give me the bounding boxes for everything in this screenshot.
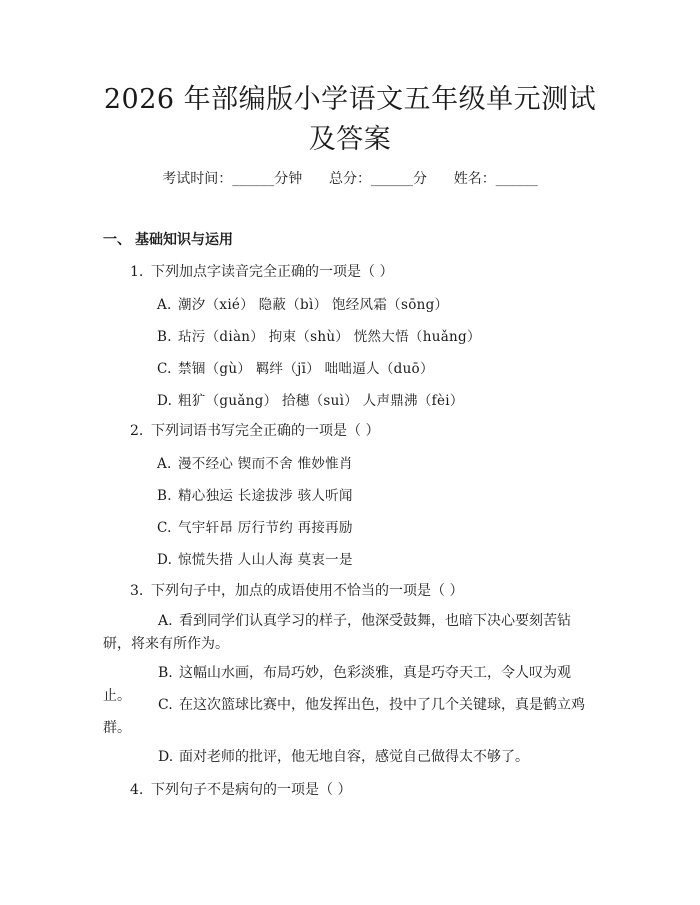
option-letter: B. (157, 488, 172, 504)
option-text: 面对老师的批评，他无地自容，感觉自己做得太不够了。 (179, 749, 529, 765)
question-number: 3. (130, 583, 144, 599)
option-letter: C. (157, 520, 172, 536)
option-text: 惊慌失措 人山人海 莫衷一是 (178, 552, 353, 568)
option-text: 潮汐（xié） 隐蔽（bì） 饱经风霜（sōng） (178, 297, 449, 313)
question-stem: 下列句子不是病句的一项是（ ） (151, 782, 352, 798)
question-1 (130, 261, 393, 281)
option-letter: B. (157, 329, 172, 345)
question-1-option-a (157, 293, 448, 313)
question-3-option-c (103, 694, 598, 740)
question-stem: 下列句子中，加点的成语使用不恰当的一项是（ ） (151, 583, 464, 599)
question-3-option-d (103, 746, 598, 769)
question-number: 4. (130, 782, 144, 798)
exam-name: 姓名：______ (453, 171, 538, 187)
question-number: 2. (130, 423, 144, 439)
option-letter: A. (157, 456, 172, 472)
option-letter: A. (157, 297, 172, 313)
question-2-option-b (157, 484, 353, 504)
option-letter: D. (157, 393, 173, 409)
question-3 (130, 580, 463, 600)
exam-total-score: 总分：______分 (329, 171, 427, 187)
question-4 (130, 779, 351, 799)
option-letter: A. (158, 613, 173, 629)
question-2 (130, 420, 379, 440)
option-letter: B. (158, 665, 173, 681)
question-2-option-d (157, 548, 353, 568)
option-text: 在这次篮球比赛中，他发挥出色，投中了几个关键球，真是鹤立鸡群。 (103, 697, 585, 736)
question-1-option-b (157, 325, 481, 345)
question-1-option-d (157, 389, 464, 409)
question-2-option-a (157, 452, 353, 472)
option-letter: C. (157, 361, 172, 377)
question-3-option-a (103, 610, 598, 656)
section-title: 基础知识与运用 (135, 232, 233, 248)
section-heading (103, 229, 233, 249)
option-text: 看到同学们认真学习的样子，他深受鼓舞，也暗下决心要刻苦钻研，将来有所作为。 (103, 613, 571, 652)
option-text: 精心独运 长途拔涉 骇人听闻 (178, 488, 353, 504)
question-stem: 下列词语书写完全正确的一项是（ ） (151, 423, 380, 439)
document-title: 2026 年部编版小学语文五年级单元测试及答案 (103, 84, 597, 155)
option-letter: D. (158, 749, 174, 765)
section-number: 一、 (103, 232, 131, 248)
question-2-option-c (157, 516, 353, 536)
question-number: 1. (130, 264, 144, 280)
option-text: 禁锢（gù） 羁绊（jī） 咄咄逼人（duō） (178, 361, 434, 377)
option-text: 这幅山水画，布局巧妙，色彩淡雅，真是巧夺天工，令人叹为观止。 (103, 665, 571, 704)
exam-time: 考试时间：______分钟 (162, 171, 303, 187)
option-text: 粗犷（guǎng） 拾穗（suì） 人声鼎沸（fèi） (178, 393, 464, 409)
question-1-option-c (157, 357, 434, 377)
option-text: 漫不经心 锲而不舍 惟妙惟肖 (178, 456, 353, 472)
option-text: 气宇轩昂 厉行节约 再接再励 (178, 520, 353, 536)
option-letter: D. (157, 552, 173, 568)
option-letter: C. (158, 697, 173, 713)
exam-meta (0, 168, 700, 188)
option-text: 玷污（diàn） 拘束（shù） 恍然大悟（huǎng） (178, 329, 481, 345)
question-stem: 下列加点字读音完全正确的一项是（ ） (151, 264, 394, 280)
